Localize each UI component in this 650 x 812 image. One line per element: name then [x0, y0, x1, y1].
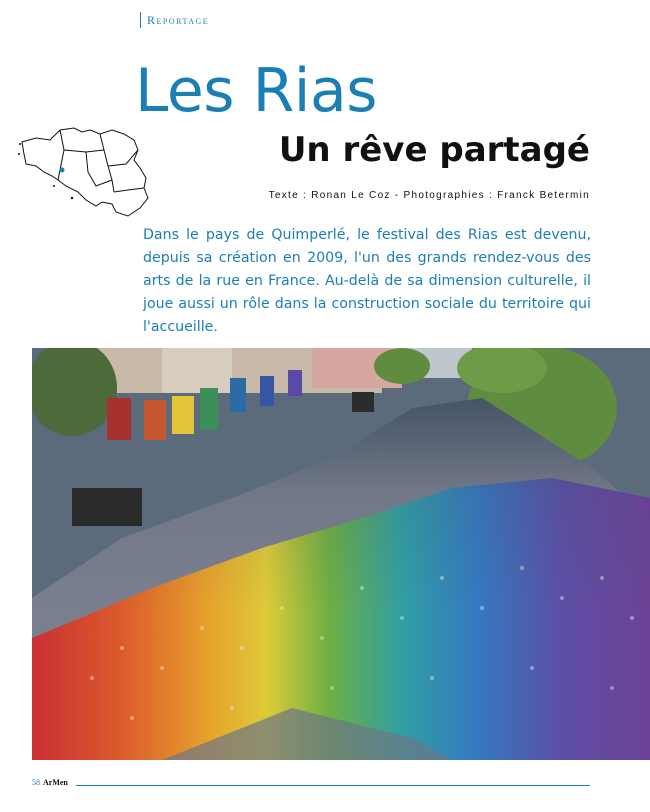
- credits-line: Texte : Ronan Le Coz - Photographies : Franck Betermin: [268, 190, 590, 201]
- page-number: 58: [32, 778, 40, 787]
- brittany-map: [16, 120, 152, 220]
- page-footer: [32, 778, 68, 787]
- crowd-photo-illustration: [32, 348, 650, 760]
- magazine-name: ArMen: [43, 778, 68, 787]
- article-subtitle: Un rêve partagé: [278, 130, 590, 170]
- crowd-photo: [32, 348, 650, 760]
- section-label: Reportage: [140, 12, 209, 28]
- article-title: Les Rias: [135, 56, 378, 126]
- lead-paragraph: Dans le pays de Quimperlé, le festival des Rias est devenu, depuis sa création en 2009, l'un des grands rendez-vous des arts de la rue en France. Au-delà de sa dimension culturelle, il joue aussi un rôle dans la construction sociale du territoire qui l'accueille.: [143, 227, 591, 335]
- footer-rule: [76, 785, 590, 786]
